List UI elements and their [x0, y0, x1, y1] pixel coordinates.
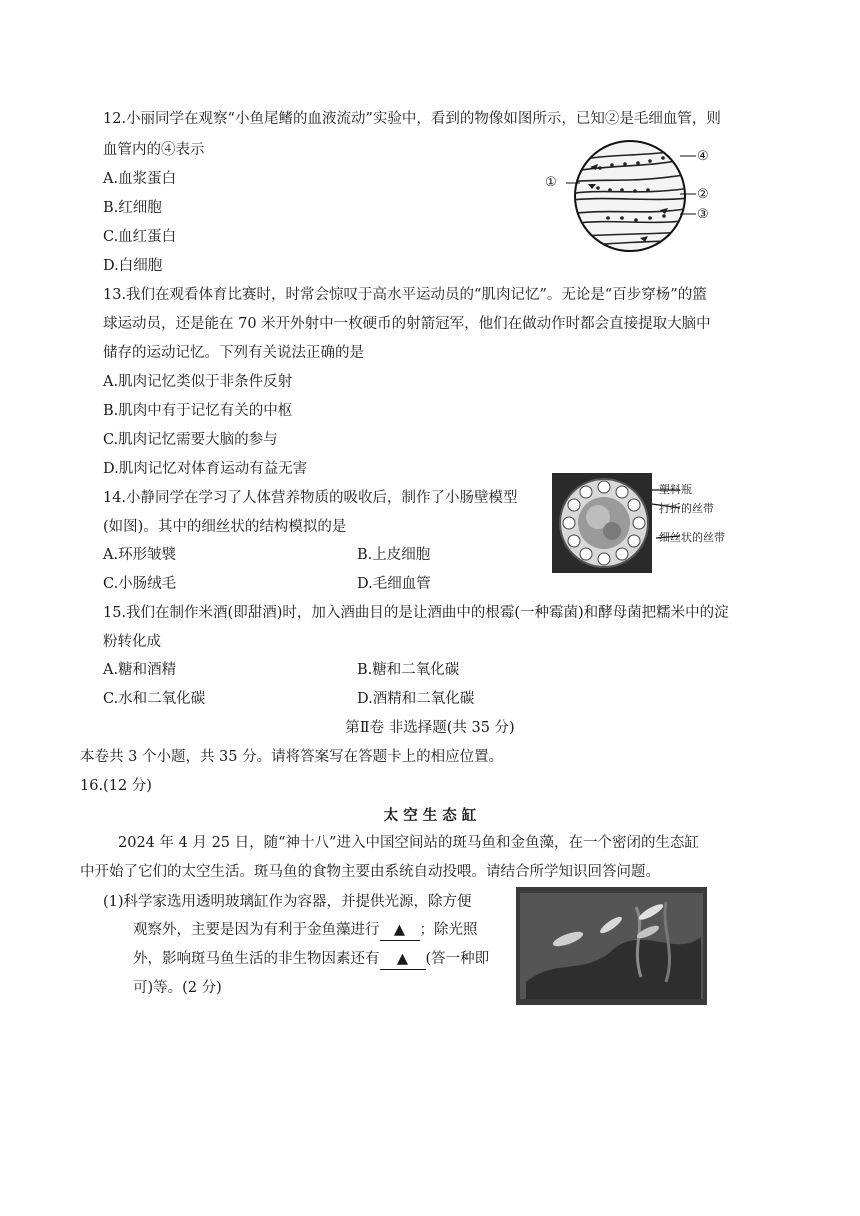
q16-heading: 太 空 生 态 缸 [383, 807, 477, 824]
q15-option-b: B.糖和二氧化碳 [357, 662, 460, 678]
q12-option-a: A.血浆蛋白 [103, 171, 177, 187]
q12-label-2: ② [697, 187, 709, 202]
q14-stem-line2: (如图)。其中的细丝状的结构模拟的是 [103, 519, 347, 535]
q12-option-c: C.血红蛋白 [103, 229, 177, 245]
q16-part1-line3-text-a: 外，影响斑马鱼生活的非生物因素还有 [133, 951, 380, 967]
q12-option-b: B.红细胞 [103, 200, 162, 216]
q15-stem-line1: 15.我们在制作米酒(即甜酒)时，加入酒曲目的是让酒曲中的根霉(一种霉菌)和酵母菌把糯米中的淀 [103, 605, 729, 621]
q12-option-d: D.白细胞 [103, 258, 163, 274]
q15-option-d: D.酒精和二氧化碳 [357, 691, 475, 707]
q13-option-c: C.肌肉记忆需要大脑的参与 [103, 432, 278, 448]
q16-passage-line1: 2024 年 4 月 25 日，随“神十八”进入中国空间站的斑马鱼和金鱼藻，在一个密闭的生态缸 [118, 835, 699, 851]
q15-option-a: A.糖和酒精 [103, 662, 177, 678]
q12-label-1: ① [545, 175, 557, 190]
q15-option-c: C.水和二氧化碳 [103, 691, 206, 707]
q12-stem-line1: 12.小丽同学在观察“小鱼尾鳍的血液流动”实验中，看到的物像如图所示，已知②是毛细血管，则 [103, 111, 721, 127]
q16-part1-line2 [133, 920, 478, 941]
q14-intestine-model-photo [552, 473, 652, 573]
section2-title: 第Ⅱ卷 非选择题(共 35 分) [345, 720, 515, 736]
q16-part1-line3-text-b: (答一种即 [425, 951, 490, 967]
q16-part1-line4: 可)等。(2 分) [133, 980, 222, 996]
q16-eco-tank-photo [516, 887, 707, 1005]
q14-label-folded-ribbon: 打折的丝带 [659, 502, 714, 515]
q13-stem-line2: 球运动员，还是能在 70 米开外射中一枚硬币的射箭冠军，他们在做动作时都会直接提取大脑中 [103, 316, 711, 332]
q14-stem-line1: 14.小静同学在学习了人体营养物质的吸收后，制作了小肠壁模型 [103, 490, 518, 506]
q16-part1-line2-text-b: ；除光照 [419, 922, 478, 938]
section2-intro: 本卷共 3 个小题，共 35 分。请将答案写在答题卡上的相应位置。 [80, 749, 504, 765]
q12-blood-flow-figure [540, 138, 720, 258]
q14-label-bottle: 塑料瓶 [659, 483, 692, 496]
q12-stem-line2: 血管内的④表示 [103, 142, 205, 158]
q16-passage-line2: 中开始了它们的太空生活。斑马鱼的食物主要由系统自动投喂。请结合所学知识回答问题。 [80, 864, 660, 880]
q16-part1-line2-text-a: 观察外，主要是因为有利于金鱼藻进行 [133, 922, 380, 938]
blank-marker-1: ▲ [393, 922, 406, 938]
q14-option-c: C.小肠绒毛 [103, 576, 177, 592]
q13-option-b: B.肌肉中有于记忆有关的中枢 [103, 403, 293, 419]
blank-marker-2: ▲ [396, 951, 409, 967]
q16-part1-line1: (1)科学家选用透明玻璃缸作为容器，并提供光源，除方便 [103, 894, 472, 910]
q14-option-b: B.上皮细胞 [357, 547, 431, 563]
q14-option-a: A.环形皱襞 [103, 547, 177, 563]
q13-stem-line1: 13.我们在观看体育比赛时，时常会惊叹于高水平运动员的“肌肉记忆”。无论是“百步穿杨”的篮 [103, 287, 707, 303]
q12-label-4: ④ [697, 149, 709, 164]
q13-option-a: A.肌肉记忆类似于非条件反射 [103, 374, 293, 390]
q13-option-d: D.肌肉记忆对体育运动有益无害 [103, 461, 308, 477]
q13-stem-line3: 储存的运动记忆。下列有关说法正确的是 [103, 345, 364, 361]
q14-option-d: D.毛细血管 [357, 576, 431, 592]
q15-stem-line2: 粉转化成 [103, 634, 161, 650]
q14-label-thread-ribbon: 细丝状的丝带 [659, 531, 725, 544]
answer-blank-2[interactable] [380, 949, 426, 970]
q16-number: 16.(12 分) [80, 778, 152, 794]
answer-blank-1[interactable] [380, 920, 420, 941]
q16-part1-line3 [133, 949, 489, 970]
q12-label-3: ③ [697, 207, 709, 222]
